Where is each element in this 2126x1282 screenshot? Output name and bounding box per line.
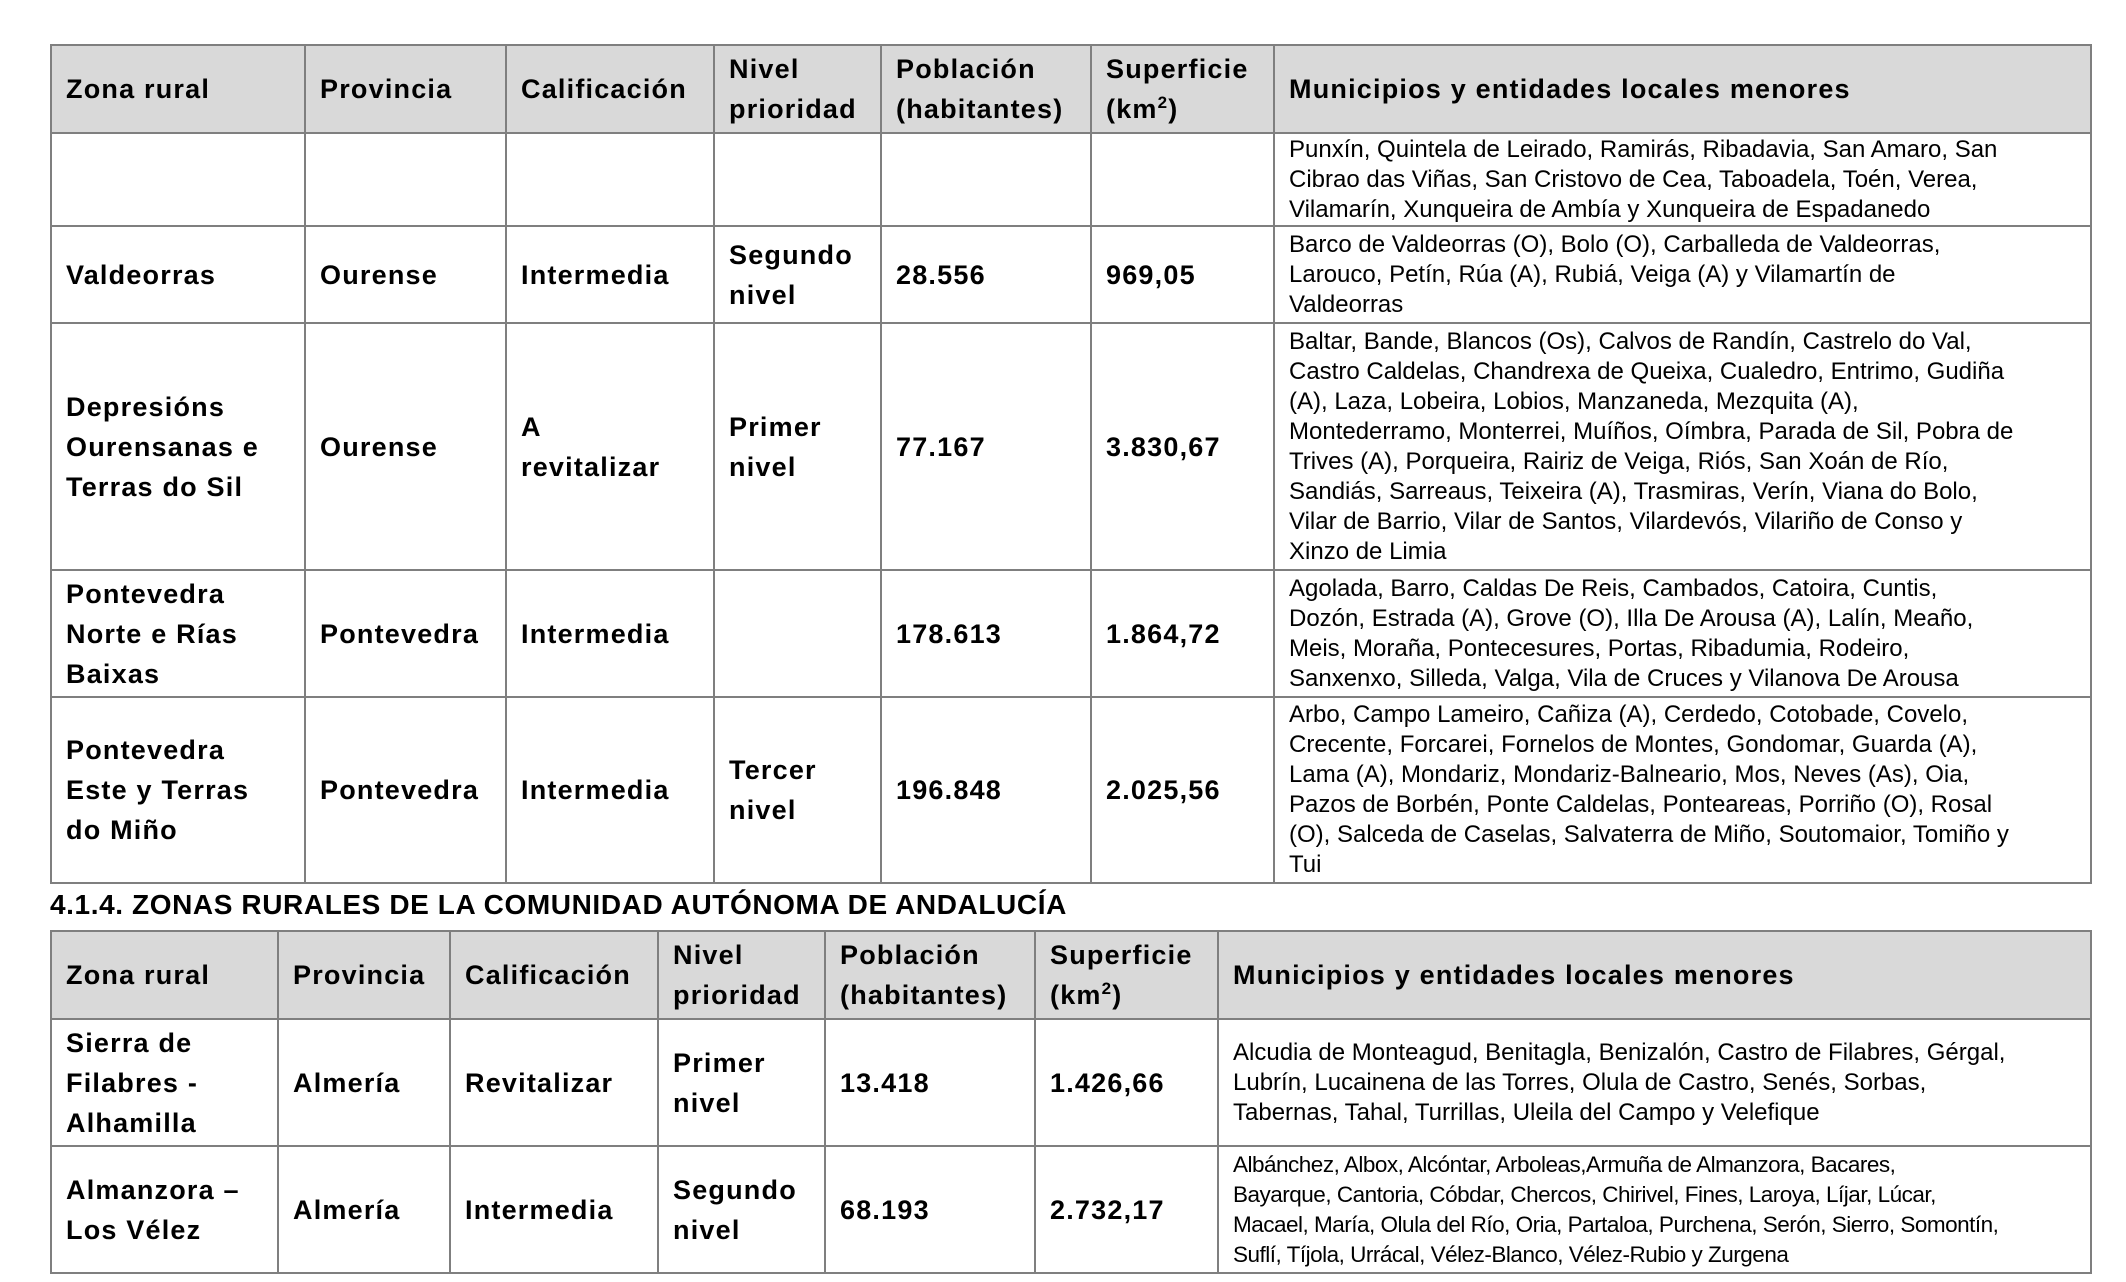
cell-nivel: Primer nivel <box>658 1019 825 1146</box>
cell-poblacion: 68.193 <box>825 1146 1035 1273</box>
cell-calificacion: Revitalizar <box>450 1019 658 1146</box>
header-municipios: Municipios y entidades locales menores <box>1218 931 2091 1019</box>
cell-nivel: Primer nivel <box>714 323 881 570</box>
cell-nivel: Segundo nivel <box>658 1146 825 1273</box>
cell-zona: Sierra de Filabres - Alhamilla <box>51 1019 278 1146</box>
cell-calificacion: A revitalizar <box>506 323 714 570</box>
cell-poblacion: 28.556 <box>881 226 1091 323</box>
cell-zona: Pontevedra Este y Terras do Miño <box>51 697 305 883</box>
cell-municipios: Alcudia de Monteagud, Benitagla, Benizalón, Castro de Filabres, Gérgal, Lubrín, Lucainena de las Torres, Olula de Castro, Senés, Sorbas, Tabernas, Tahal, Turrillas, Uleila del Campo y Velefique <box>1218 1019 2091 1146</box>
cell-nivel: Tercer nivel <box>714 697 881 883</box>
cell-poblacion: 77.167 <box>881 323 1091 570</box>
header-calificacion: Calificación <box>450 931 658 1019</box>
table-header-row <box>51 931 2091 1019</box>
cell-superficie <box>1091 133 1274 226</box>
cell-municipios: Punxín, Quintela de Leirado, Ramirás, Ribadavia, San Amaro, San Cibrao das Viñas, San Cristovo de Cea, Taboadela, Toén, Verea, Vilamarín, Xunqueira de Ambía y Xunqueira de Espadanedo <box>1274 133 2091 226</box>
cell-municipios: Arbo, Campo Lameiro, Cañiza (A), Cerdedo, Cotobade, Covelo, Crecente, Forcarei, Fornelos de Montes, Gondomar, Guarda (A), Lama (A), Mondariz, Mondariz-Balneario, Mos, Neves (As), Oia, Pazos de Borbén, Ponte Caldelas, Ponteareas, Porriño (O), Rosal (O), Salceda de Caselas, Salvaterra de Miño, Soutomaior, Tomiño y Tui <box>1274 697 2091 883</box>
header-poblacion: Población (habitantes) <box>881 45 1091 133</box>
cell-municipios: Albánchez, Albox, Alcóntar, Arboleas,Armuña de Almanzora, Bacares, Bayarque, Cantoria, Cóbdar, Chercos, Chirivel, Fines, Laroya, Líjar, Lúcar, Macael, María, Olula del Río, Oria, Partaloa, Purchena, Serón, Sierro, Somontín, Suflí, Tíjola, Urrácal, Vélez-Blanco, Vélez-Rubio y Zurgena <box>1218 1146 2091 1273</box>
cell-zona: Pontevedra Norte e Rías Baixas <box>51 570 305 697</box>
header-zona-rural: Zona rural <box>51 45 305 133</box>
cell-zona: Almanzora – Los Vélez <box>51 1146 278 1273</box>
header-provincia: Provincia <box>305 45 506 133</box>
header-provincia: Provincia <box>278 931 450 1019</box>
cell-poblacion: 178.613 <box>881 570 1091 697</box>
cell-calificacion <box>506 133 714 226</box>
cell-provincia <box>305 133 506 226</box>
cell-zona <box>51 133 305 226</box>
cell-provincia: Ourense <box>305 323 506 570</box>
table-row <box>51 1146 2091 1273</box>
cell-provincia: Almería <box>278 1019 450 1146</box>
table-row <box>51 133 2091 226</box>
cell-provincia: Almería <box>278 1146 450 1273</box>
cell-provincia: Pontevedra <box>305 697 506 883</box>
table-row <box>51 570 2091 697</box>
header-municipios: Municipios y entidades locales menores <box>1274 45 2091 133</box>
cell-zona: Valdeorras <box>51 226 305 323</box>
header-calificacion: Calificación <box>506 45 714 133</box>
section-heading: 4.1.4. ZONAS RURALES DE LA COMUNIDAD AUTÓNOMA DE ANDALUCÍA <box>50 889 1067 920</box>
cell-superficie: 1.864,72 <box>1091 570 1274 697</box>
cell-provincia: Ourense <box>305 226 506 323</box>
header-poblacion: Población (habitantes) <box>825 931 1035 1019</box>
cell-calificacion: Intermedia <box>450 1146 658 1273</box>
cell-calificacion: Intermedia <box>506 697 714 883</box>
header-superficie: Superficie $(km^2)$ <box>1091 45 1274 133</box>
cell-superficie: 969,05 <box>1091 226 1274 323</box>
cell-calificacion: Intermedia <box>506 226 714 323</box>
header-nivel-prioridad: Nivel prioridad <box>658 931 825 1019</box>
cell-nivel <box>714 570 881 697</box>
rural-zones-table-galicia <box>50 44 2092 884</box>
cell-superficie: 1.426,66 <box>1035 1019 1218 1146</box>
cell-zona: Depresións Ourensanas e Terras do Sil <box>51 323 305 570</box>
cell-superficie: 3.830,67 <box>1091 323 1274 570</box>
header-zona-rural: Zona rural <box>51 931 278 1019</box>
header-nivel-prioridad: Nivel prioridad <box>714 45 881 133</box>
cell-calificacion: Intermedia <box>506 570 714 697</box>
table-header-row <box>51 45 2091 133</box>
cell-poblacion <box>881 133 1091 226</box>
cell-municipios: Agolada, Barro, Caldas De Reis, Cambados, Catoira, Cuntis, Dozón, Estrada (A), Grove (O), Illa De Arousa (A), Lalín, Meaño, Meis, Moraña, Pontecesures, Portas, Ribadumia, Rodeiro, Sanxenxo, Silleda, Valga, Vila de Cruces y Vilanova De Arousa <box>1274 570 2091 697</box>
table-row <box>51 226 2091 323</box>
header-superficie: Superficie $(km^2)$ <box>1035 931 1218 1019</box>
table-row <box>51 1019 2091 1146</box>
cell-municipios: Baltar, Bande, Blancos (Os), Calvos de Randín, Castrelo do Val, Castro Caldelas, Chandrexa de Queixa, Cualedro, Entrimo, Gudiña (A), Laza, Lobeira, Lobios, Manzaneda, Mezquita (A), Montederramo, Monterrei, Muíños, Oímbra, Parada de Sil, Pobra de Trives (A), Porqueira, Rairiz de Veiga, Riós, San Xoán de Río, Sandiás, Sarreaus, Teixeira (A), Trasmiras, Verín, Viana do Bolo, Vilar de Barrio, Vilar de Santos, Vilardevós, Vilariño de Conso y Xinzo de Limia <box>1274 323 2091 570</box>
cell-municipios: Barco de Valdeorras (O), Bolo (O), Carballeda de Valdeorras, Larouco, Petín, Rúa (A), Rubiá, Veiga (A) y Vilamartín de Valdeorras <box>1274 226 2091 323</box>
cell-superficie: 2.732,17 <box>1035 1146 1218 1273</box>
cell-provincia: Pontevedra <box>305 570 506 697</box>
cell-superficie: 2.025,56 <box>1091 697 1274 883</box>
table-row <box>51 697 2091 883</box>
table-row <box>51 323 2091 570</box>
cell-poblacion: 196.848 <box>881 697 1091 883</box>
cell-nivel: Segundo nivel <box>714 226 881 323</box>
cell-poblacion: 13.418 <box>825 1019 1035 1146</box>
rural-zones-table-andalucia <box>50 930 2092 1274</box>
cell-nivel <box>714 133 881 226</box>
